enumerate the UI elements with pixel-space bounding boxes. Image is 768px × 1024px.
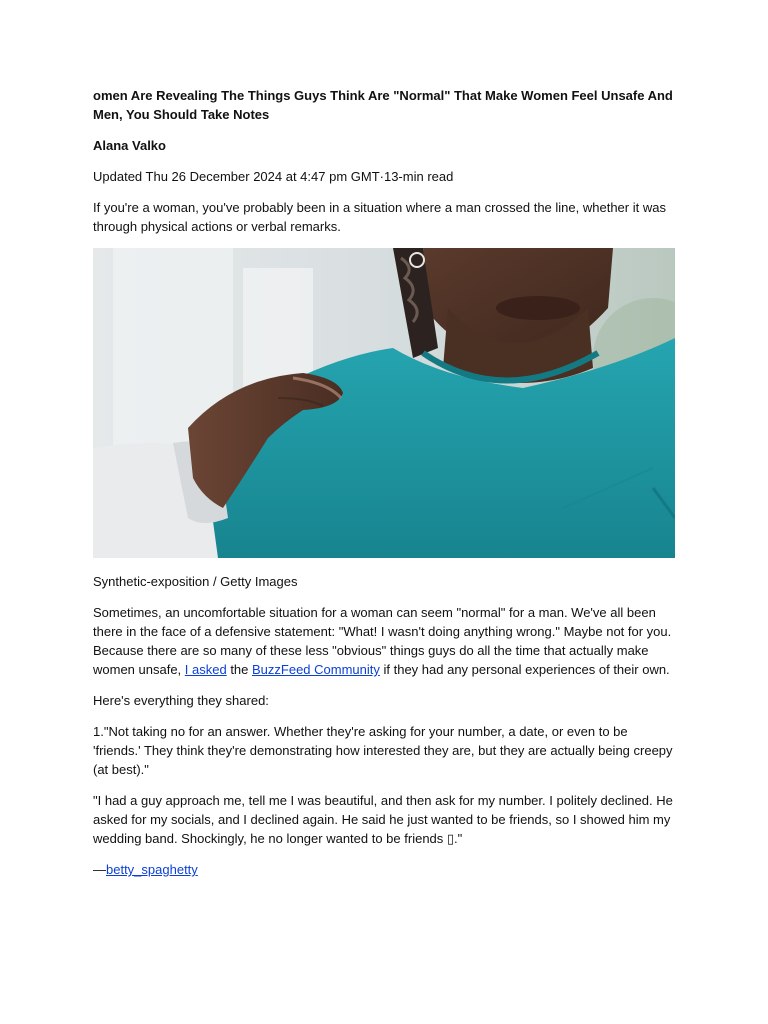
image-caption: Synthetic-exposition / Getty Images: [93, 574, 298, 589]
hero-illustration: [93, 248, 675, 558]
body-text-3: if they had any personal experiences of their own.: [379, 662, 670, 677]
attribution-dash: —: [93, 862, 106, 877]
article-headline: omen Are Revealing The Things Guys Think Are "Normal" That Make Women Feel Unsafe And Men, You Should Take Notes: [93, 88, 673, 122]
user-link-betty-spaghetty[interactable]: betty_spaghetty: [106, 862, 198, 877]
list-item-1: 1."Not taking no for an answer. Whether they're asking for your number, a date, or even to be 'friends.' They think they're demonstrating how interested they are, but they are actually being creepy (at best).": [93, 724, 673, 777]
article-meta: Updated Thu 26 December 2024 at 4:47 pm GMT·13-min read: [93, 169, 454, 184]
author-name: Alana Valko: [93, 138, 166, 153]
body-text-2: the: [226, 662, 252, 677]
intro-paragraph: If you're a woman, you've probably been in a situation where a man crossed the line, whether it was through physical actions or verbal remarks.: [93, 200, 666, 234]
quote-1: "I had a guy approach me, tell me I was beautiful, and then ask for my number. I politely declined. He asked for my socials, and I declined again. He said he just wanted to be friends, so I showed him my wedding band. Shockingly, he no longer wanted to be friends ▯.": [93, 793, 673, 846]
attribution: [93, 860, 675, 879]
body-text-1: Sometimes, an uncomfortable situation for a woman can seem "normal" for a man. We've all been there in the face of a defensive statement: "What! I wasn't doing anything wrong." Maybe not for you. Because there are so many of these less "obvious" things guys do all the time that actually make women unsafe,: [93, 605, 672, 677]
i-asked-link[interactable]: I asked: [184, 662, 227, 677]
buzzfeed-community-link[interactable]: BuzzFeed Community: [252, 662, 380, 677]
article: [93, 86, 675, 891]
shared-intro: Here's everything they shared:: [93, 693, 269, 708]
hero-image: [93, 248, 675, 558]
body-paragraph: [93, 603, 675, 679]
